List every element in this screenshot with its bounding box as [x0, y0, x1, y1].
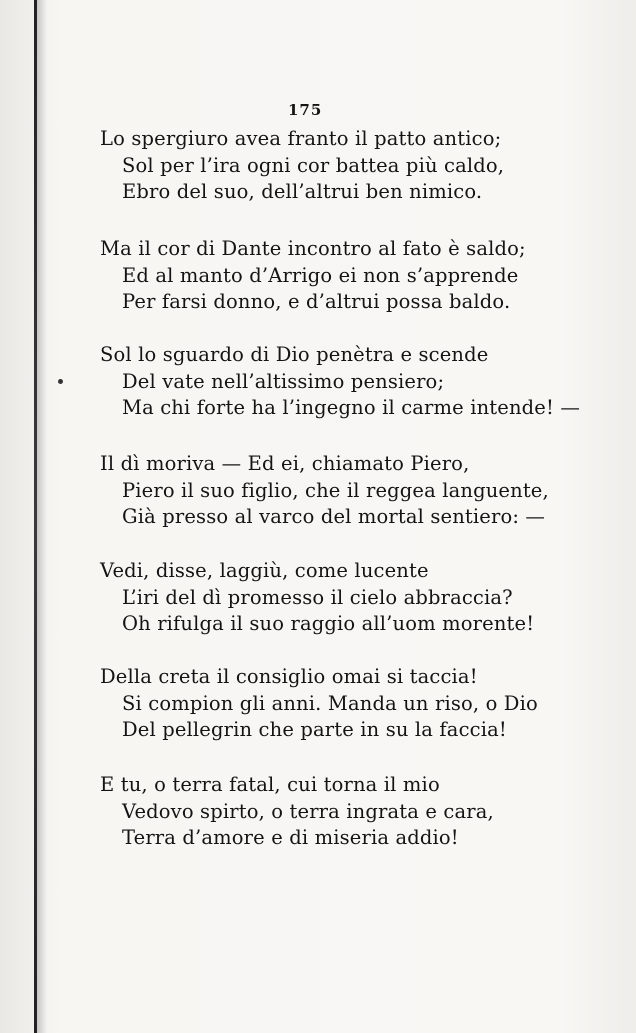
- verse-line: Ebro del suo, dell’altrui ben nimico.: [122, 180, 483, 203]
- stanza-5: [100, 558, 620, 638]
- verse-line: Ed al manto d’Arrigo ei non s’apprende: [122, 263, 519, 287]
- verse-line: Oh rifulga il suo raggio all’uom morente!: [122, 612, 535, 635]
- stanza-2: [100, 236, 620, 316]
- stanza-1: [100, 126, 620, 206]
- stanza-4: [100, 451, 620, 531]
- verse-line: L’iri del dì promesso il cielo abbraccia?: [122, 585, 513, 609]
- verse-line: Del pellegrin che parte in su la faccia!: [122, 718, 507, 741]
- verse-line: Vedovo spirto, o terra ingrata e cara,: [122, 799, 494, 823]
- verse-line: E tu, o terra fatal, cui torna il mio: [100, 773, 440, 796]
- verse-line: Si compion gli anni. Manda un riso, o Dio: [122, 691, 538, 715]
- verse-line: Sol per l’ira ogni cor battea più caldo,: [122, 153, 505, 177]
- verse-line: Terra d’amore e di miseria addio!: [122, 826, 459, 849]
- verse-line: Lo spergiuro avea franto il patto antico;: [100, 127, 502, 150]
- ink-speck: [58, 379, 63, 384]
- verse-line: Della creta il consiglio omai si taccia!: [100, 665, 478, 688]
- verse-line: Per farsi donno, e d’altrui possa baldo.: [122, 290, 511, 313]
- page-number: 175: [288, 101, 323, 119]
- verse-line: Sol lo sguardo di Dio penètra e scende: [100, 343, 489, 366]
- verse-line: Vedi, disse, laggiù, come lucente: [100, 559, 429, 582]
- verse-line: Del vate nell’altissimo pensiero;: [122, 369, 445, 393]
- stanza-3: [100, 342, 620, 422]
- binding-shadow: [37, 0, 47, 1033]
- stanza-7: [100, 772, 620, 852]
- verse-line: Piero il suo figlio, che il reggea languente,: [122, 478, 549, 502]
- verse-line: Il dì moriva — Ed ei, chiamato Piero,: [100, 452, 470, 475]
- stanza-6: [100, 664, 620, 744]
- verse-line: Già presso al varco del mortal sentiero: —: [122, 505, 546, 528]
- verse-line: Ma chi forte ha l’ingegno il carme intende! —: [122, 396, 580, 419]
- verse-line: Ma il cor di Dante incontro al fato è saldo;: [100, 237, 526, 260]
